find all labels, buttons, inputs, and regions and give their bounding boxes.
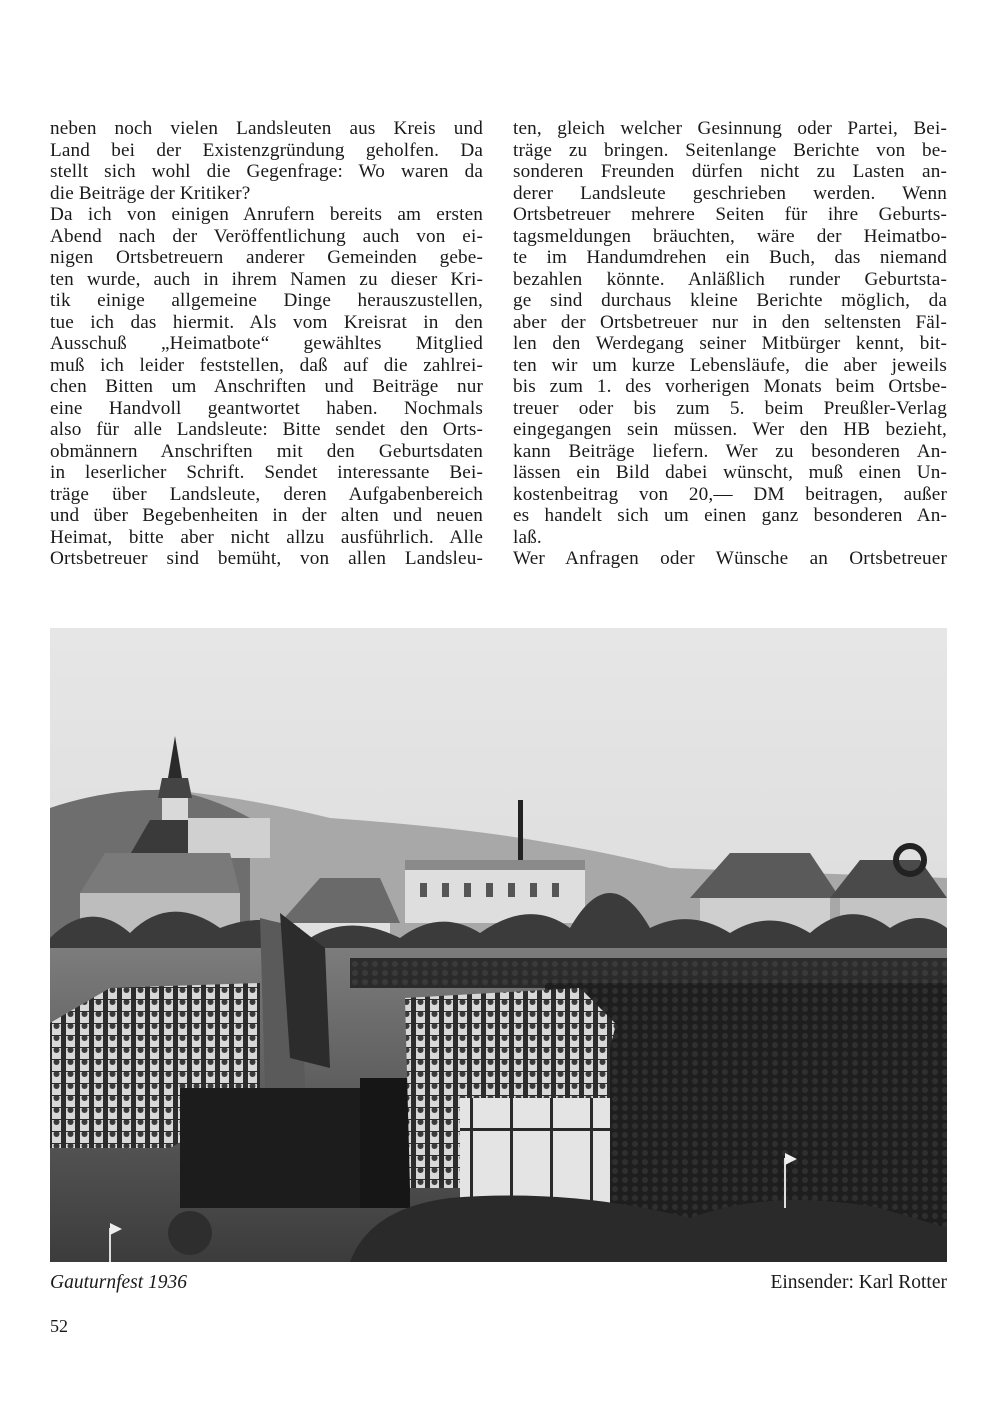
text-line: Da ich von einigen Anrufern bereits am ersten xyxy=(50,204,483,225)
text-line: sonderen Freunden dürfen nicht zu Lasten an- xyxy=(513,161,947,182)
text-line: tue ich das hiermit. Als vom Kreisrat in den xyxy=(50,311,483,333)
text-line: stellt sich wohl die Gegenfrage: Wo waren da xyxy=(50,161,483,182)
photo-illustration xyxy=(50,628,947,1262)
text-column-right xyxy=(513,118,947,570)
text-line: in leserlicher Schrift. Sendet interessante Bei- xyxy=(50,462,483,483)
text-line: träge über Landsleute, deren Aufgabenbereich xyxy=(50,483,483,505)
text-line: tik einige allgemeine Dinge herauszustellen, xyxy=(50,290,483,311)
text-line: laß. xyxy=(513,526,542,548)
text-line: Ortsbetreuer sind bemüht, von allen Landsleu- xyxy=(50,548,483,569)
photo-caption: Gauturnfest 1936 xyxy=(50,1272,188,1293)
text-line: Ausschuß „Heimatbote“ gewähltes Mitglied xyxy=(50,333,483,354)
gauturnfest-photo xyxy=(50,628,947,1262)
text-line: träge zu bringen. Seitenlange Berichte von be- xyxy=(513,139,947,161)
text-line: es handelt sich um einen ganz besonderen An- xyxy=(513,505,947,526)
text-line: Wer Anfragen oder Wünsche an Ortsbetreuer xyxy=(513,548,947,569)
text-line: ten, gleich welcher Gesinnung oder Partei, Bei- xyxy=(513,118,947,139)
text-line: eine Handvoll geantwortet haben. Nochmals xyxy=(50,397,483,419)
text-line: lässen ein Bild dabei wünscht, muß einen Un- xyxy=(513,462,947,483)
page-number: 52 xyxy=(50,1316,68,1336)
text-line: kostenbeitrag von 20,— DM beitragen, außer xyxy=(513,483,947,505)
text-line: len den Werdegang seiner Mitbürger kennt, bit- xyxy=(513,333,947,354)
text-line: und über Begebenheiten in der alten und neuen xyxy=(50,505,483,526)
text-line: treuer oder bis zum 5. beim Preußler-Verlag xyxy=(513,397,947,419)
text-line: bis zum 1. des vorherigen Monats beim Ortsbe- xyxy=(513,376,947,397)
text-line: Abend nach der Veröffentlichung auch von ei- xyxy=(50,225,483,247)
text-line: nigen Ortsbetreuern anderer Gemeinden gebe- xyxy=(50,247,483,268)
text-line: Heimat, bitte aber nicht allzu ausführlich. Alle xyxy=(50,526,483,548)
text-line: te im Handumdrehen ein Buch, das niemand xyxy=(513,247,947,268)
text-line: chen Bitten um Anschriften und Beiträge nur xyxy=(50,376,483,397)
text-line: tagsmeldungen bräuchten, wäre der Heimatbo- xyxy=(513,225,947,247)
text-line: Ortsbetreuer mehrere Seiten für ihre Geburts- xyxy=(513,204,947,225)
text-line: die Beiträge der Kritiker? xyxy=(50,182,251,204)
photo-credit: Einsender: Karl Rotter xyxy=(770,1272,947,1293)
text-line: bezahlen könnte. Anläßlich runder Geburtsta- xyxy=(513,268,947,290)
text-line: neben noch vielen Landsleuten aus Kreis und xyxy=(50,118,483,139)
text-column-left xyxy=(50,118,483,570)
text-line: Land bei der Existenzgründung geholfen. Da xyxy=(50,139,483,161)
text-line: ge sind durchaus kleine Berichte möglich, da xyxy=(513,290,947,311)
text-line: muß ich leider feststellen, daß auf die zahlrei- xyxy=(50,354,483,376)
text-line: aber der Ortsbetreuer nur in den seltensten Fäl- xyxy=(513,311,947,333)
text-line: kann Beiträge liefern. Wer zu besonderen An- xyxy=(513,440,947,462)
text-line: ten wir um kurze Lebensläufe, die aber jeweils xyxy=(513,354,947,376)
text-line: obmännern Anschriften mit den Geburtsdaten xyxy=(50,440,483,462)
text-line: eingegangen sein müssen. Wer den HB bezieht, xyxy=(513,419,947,440)
text-line: ten wurde, auch in ihrem Namen zu dieser Kri- xyxy=(50,268,483,290)
text-line: derer Landsleute geschrieben werden. Wenn xyxy=(513,182,947,204)
text-line: also für alle Landsleute: Bitte sendet den Orts- xyxy=(50,419,483,440)
